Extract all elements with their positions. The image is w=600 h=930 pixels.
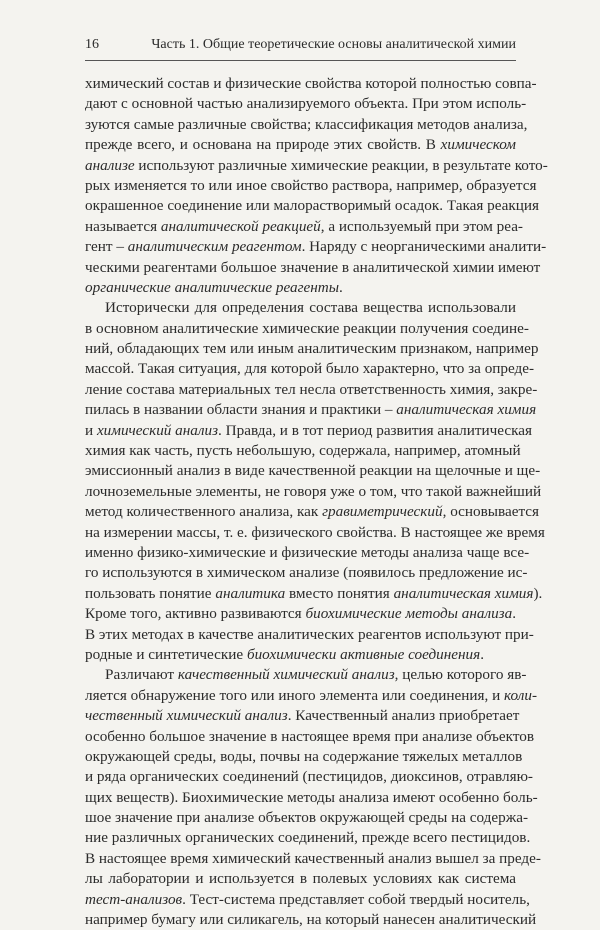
text-line [85,706,520,726]
text-run: Кроме того, активно развиваются [85,605,306,623]
text-line [85,584,543,604]
text-run: пользовать понятие [85,584,216,602]
text-run: . [339,278,343,296]
running-title: Часть 1. Общие теоретические основы аналитической химии [151,37,516,52]
text-line [85,237,547,257]
text-run: массой. Такая ситуация, для которой было характерно, что за опреде- [85,360,535,378]
text-run: в основном аналитические химические реакции получения соедине- [85,319,529,337]
text-run: например бумагу или силикагель, на который нанесен аналитический [85,911,537,929]
text-run: окружающей среды, воды, почвы на содержание тяжелых металлов [85,747,523,765]
text-run: именно физико-химические и физические методы анализа чаще все- [85,543,530,561]
text-line [85,278,516,298]
text-run: рых изменяется то или иное свойство раствора, например, образуется [85,176,537,194]
text-run: прежде всего, и основана на природе этих свойств. В [85,136,441,154]
text-run: зуются самые различные свойства; классификация методов анализа, [85,115,528,133]
text-line [85,94,527,114]
text-run: Исторически для определения состава вещества использовали [105,299,516,317]
text-line [85,217,523,237]
text-run: шое значение при анализе объектов окружающей среды на содержа- [85,809,529,827]
text-run: ний, обладающих тем или иным аналитическим признаком, например [85,340,539,358]
text-run: ние различных органических соединений, прежде всего пестицидов. [85,829,531,847]
text-run: пилась в названии области знания и практики – [85,401,397,419]
text-line [85,482,542,502]
text-run: . Тест-система представляет собой твердый носитель, [182,890,530,908]
text-run: на измерении массы, т. е. физического свойства. В настоящее же время [85,523,545,541]
text-line [85,298,516,318]
text-line [85,380,538,400]
text-line [85,196,540,216]
text-line [85,359,535,379]
text-run: ческими реагентами большое значение в аналитической химии имеют [85,258,541,276]
text-run: эмиссионный анализ в виде качественной реакции на щелочные и ще- [85,462,541,480]
text-line [85,890,530,910]
italic-term: химический анализ [96,421,219,439]
text-run: дают с основной частью анализируемого объекта. При этом исполь- [85,95,527,113]
page-number: 16 [85,37,99,52]
text-run: химия как часть, пусть небольшую, содержала, например, атомный [85,442,521,460]
body-text [85,74,548,930]
italic-term: чественный химический анализ [85,707,288,725]
italic-term: аналитическая химия [396,401,537,419]
text-run: го используются в химическом анализе (появилось предложение ис- [85,564,528,582]
text-run: ). [533,584,543,602]
italic-term: органические аналитические реагенты [85,278,340,296]
text-line [85,849,541,869]
text-line [85,543,530,563]
text-line [85,400,537,420]
text-line [85,156,548,176]
text-line [85,625,534,645]
text-line [85,727,535,747]
text-run: . [512,605,516,623]
text-run: особенно большое значение в настоящее время при анализе объектов [85,727,535,745]
text-line [85,74,537,94]
text-run: родные и синтетические [85,645,247,663]
text-run: и ряда органических соединений (пестицидов, диоксинов, отравляю- [85,768,533,786]
text-line [85,563,528,583]
text-line [85,828,531,848]
text-line [85,523,545,543]
text-run: ляется обнаружение того или иного элемента или соединения, и [85,686,505,704]
text-run: химический состав и физические свойства которой полностью совпа- [85,75,537,92]
text-line [85,339,539,359]
italic-term: аналитика [215,584,286,602]
text-run: . Наряду с неорганическими аналити- [301,238,547,256]
italic-term: химическом [440,136,516,154]
text-run: окрашенное соединение или малорастворимый осадок. Такая реакция [85,197,540,215]
text-run: используют различные химические реакции, в результате кото- [134,156,548,174]
text-run: , а используемый при этом реа- [320,217,523,235]
text-line [85,319,529,339]
text-line [85,135,516,155]
text-line [85,686,538,706]
text-run: . Правда, и в тот период развития аналитическая [218,421,532,439]
text-line [85,910,537,930]
italic-term: гравиметрический [322,503,443,521]
italic-term: аналитическим реагентом [127,238,302,256]
text-run: гент – [85,238,128,256]
italic-term: биохимические методы анализа [305,605,513,623]
text-run: называется [85,217,161,235]
text-run: В настоящее время химический качественный анализ вышел за преде- [85,849,541,867]
italic-term: биохимически активные соединения [246,645,481,663]
text-run: , основывается [442,503,539,521]
text-line [85,767,533,787]
text-line [85,645,516,665]
text-run: вместо понятия [285,584,394,602]
italic-term: качественный химический анализ [177,666,395,684]
italic-term: аналитической реакцией [160,217,321,235]
italic-term: аналитическая химия [393,584,534,602]
italic-term: тест-анализов [85,890,183,908]
text-run: , целью которого яв- [394,666,527,684]
text-run: . Качественный анализ приобретает [287,707,520,725]
text-run: Различают [105,666,178,684]
running-header [85,37,516,53]
text-line [85,502,539,522]
text-run: ление состава материальных тел несла ответственность химия, закре- [85,380,538,398]
text-line [85,604,516,624]
italic-term: анализе [85,156,135,174]
text-run: лочноземельные элементы, не говоря уже о том, что такой важнейший [85,482,542,500]
text-run: щих веществ). Биохимические методы анализа имеют особенно боль- [85,788,538,806]
text-line [85,808,529,828]
italic-term: коли- [504,686,538,704]
header-rule [85,60,516,61]
text-line [85,665,527,685]
text-run: В этих методах в качестве аналитических реагентов используют при- [85,625,534,643]
text-line [85,441,521,461]
text-line [85,788,538,808]
text-line [85,258,541,278]
text-run: . [480,645,484,663]
text-run: лы лаборатории и используется в полевых условиях как система [85,870,516,888]
text-run: метод количественного анализа, как [85,503,323,521]
text-line [85,115,528,135]
text-run: и [85,421,97,439]
text-line [85,461,541,481]
text-line [85,421,532,441]
text-line [85,869,516,889]
text-line [85,176,537,196]
